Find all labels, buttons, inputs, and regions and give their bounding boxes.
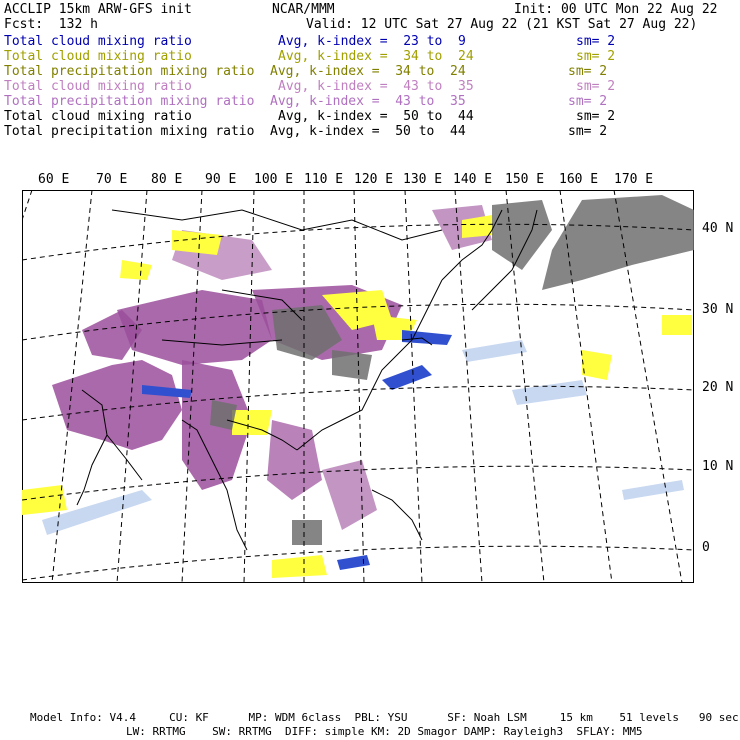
field-avg-5: Avg, k-index = 43 to 35 <box>270 94 466 109</box>
field-name-6: Total cloud mixing ratio <box>4 109 192 124</box>
field-sm-2: sm= 2 <box>576 49 616 64</box>
init-time: Init: 00 UTC Mon 22 Aug 22 <box>514 2 718 17</box>
valid-time: Valid: 12 UTC Sat 27 Aug 22 (21 KST Sat 27 Aug 22) <box>306 17 698 32</box>
field-avg-4: Avg, k-index = 43 to 35 <box>278 79 474 94</box>
lon-label-140e: 140 E <box>453 172 493 187</box>
lon-label-130e: 130 E <box>403 172 443 187</box>
field-avg-7: Avg, k-index = 50 to 44 <box>270 124 466 139</box>
field-sm-5: sm= 2 <box>568 94 608 109</box>
lon-label-90e: 90 E <box>205 172 237 187</box>
lon-label-120e: 120 E <box>354 172 394 187</box>
lon-label-170e: 170 E <box>614 172 654 187</box>
field-avg-3: Avg, k-index = 34 to 24 <box>270 64 466 79</box>
field-name-7: Total precipitation mixing ratio <box>4 124 255 139</box>
model-title: ACCLIP 15km ARW-GFS init <box>4 2 192 17</box>
field-name-1: Total cloud mixing ratio <box>4 34 192 49</box>
lon-label-60e: 60 E <box>38 172 70 187</box>
lon-label-70e: 70 E <box>96 172 128 187</box>
field-sm-6: sm= 2 <box>576 109 616 124</box>
map-panel <box>22 190 694 583</box>
field-sm-3: sm= 2 <box>568 64 608 79</box>
lon-label-80e: 80 E <box>151 172 183 187</box>
physics-info: LW: RRTMG SW: RRTMG DIFF: simple KM: 2D Smagor DAMP: Rayleigh3 SFLAY: MM5 <box>126 725 643 738</box>
field-name-4: Total cloud mixing ratio <box>4 79 192 94</box>
field-avg-1: Avg, k-index = 23 to 9 <box>278 34 466 49</box>
field-sm-7: sm= 2 <box>568 124 608 139</box>
lat-label-0: 0 <box>702 540 710 555</box>
institution-label: NCAR/MMM <box>272 2 335 17</box>
field-sm-4: sm= 2 <box>576 79 616 94</box>
lon-label-100e: 100 E <box>254 172 294 187</box>
model-info: Model Info: V4.4 CU: KF MP: WDM 6class PBL: YSU SF: Noah LSM 15 km 51 levels 90 sec <box>30 711 739 724</box>
lat-label-30n: 30 N <box>702 302 734 317</box>
field-name-3: Total precipitation mixing ratio <box>4 64 255 79</box>
field-sm-1: sm= 2 <box>576 34 616 49</box>
field-name-2: Total cloud mixing ratio <box>4 49 192 64</box>
lat-label-10n: 10 N <box>702 459 734 474</box>
lon-label-110e: 110 E <box>304 172 344 187</box>
lon-label-160e: 160 E <box>559 172 599 187</box>
lat-label-20n: 20 N <box>702 380 734 395</box>
lat-label-40n: 40 N <box>702 221 734 236</box>
forecast-hour: Fcst: 132 h <box>4 17 98 32</box>
field-avg-6: Avg, k-index = 50 to 44 <box>278 109 474 124</box>
field-name-5: Total precipitation mixing ratio <box>4 94 255 109</box>
lon-label-150e: 150 E <box>505 172 545 187</box>
field-avg-2: Avg, k-index = 34 to 24 <box>278 49 474 64</box>
